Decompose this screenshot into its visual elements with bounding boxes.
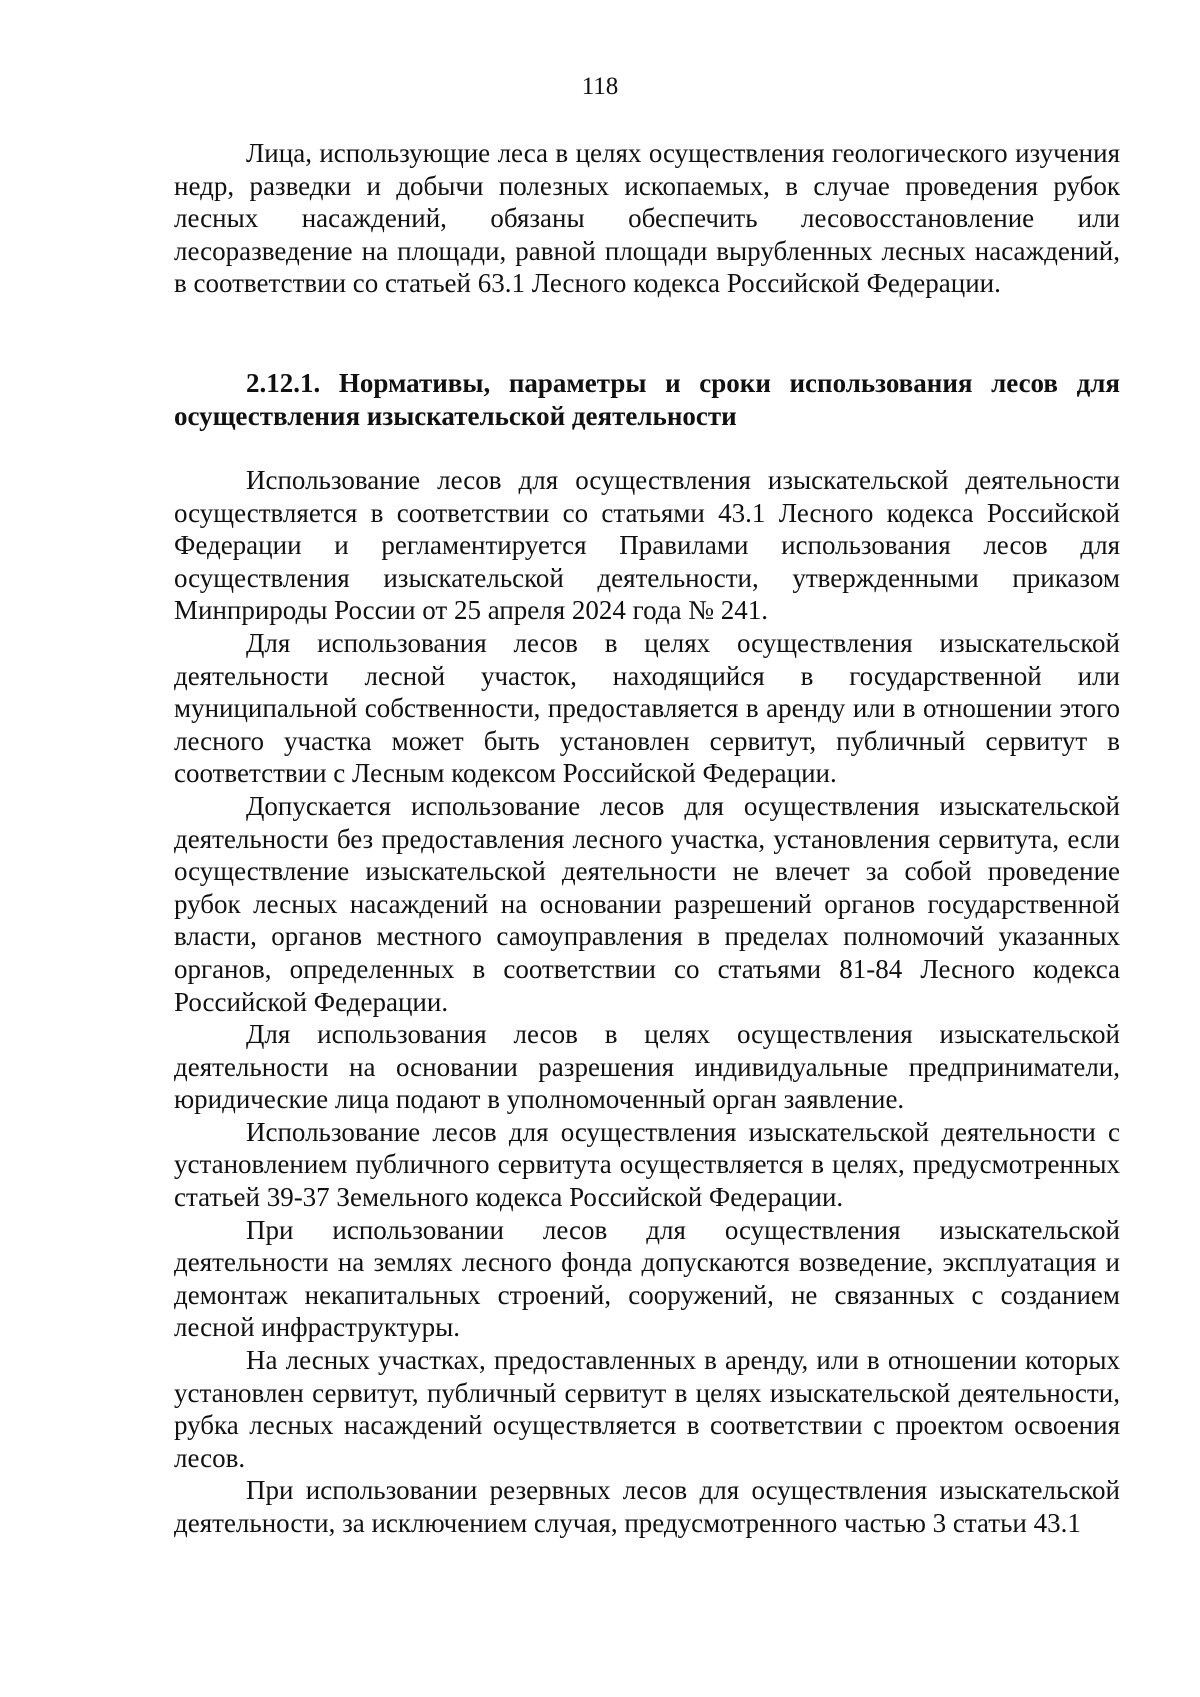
body-paragraph: Использование лесов для осуществления изыскательской деятельности с установлением публичного сервитута осуществляется в целях, предусмотренных статьей 39-37 Земельного кодекса Российской Федерации.: [174, 1116, 1120, 1213]
page-number: 118: [581, 73, 619, 100]
body-paragraph: На лесных участках, предоставленных в аренду, или в отношении которых установлен сервитут, публичный сервитут в целях изыскательской деятельности, рубка лесных насаждений осуществляется в соответствии с проектом освоения лесов.: [174, 1345, 1120, 1473]
body-paragraph: Для использования лесов в целях осуществления изыскательской деятельности на основании разрешения индивидуальные предприниматели, юридические лица подают в уполномоченный орган заявление.: [174, 1019, 1120, 1115]
body-paragraph: При использовании резервных лесов для осуществления изыскательской деятельности, за исключением случая, предусмотренного частью 3 статьи 43.1: [174, 1475, 1120, 1538]
body-paragraph: При использовании лесов для осуществления изыскательской деятельности на землях лесного фонда допускаются возведение, эксплуатация и демонтаж некапитальных строений, сооружений, не связанных с созданием лесной инфраструктуры.: [174, 1214, 1120, 1343]
body-paragraph: Допускается использование лесов для осуществления изыскательской деятельности без предоставления лесного участка, установления сервитута, если осуществление изыскательской деятельности не влечет за собой проведение рубок лесных насаждений на основании разрешений органов государственной власти, органов местного самоуправления в пределах полномочий указанных органов, определенных в соответствии со статьями 81-84 Лесного кодекса Российской Федерации.: [174, 790, 1120, 1017]
section-heading: 2.12.1. Нормативы, параметры и сроки использования лесов для осуществления изыскательской деятельности: [174, 368, 1120, 431]
body-paragraph: Использование лесов для осуществления изыскательской деятельности осуществляется в соответствии со статьями 43.1 Лесного кодекса Российской Федерации и регламентируется Правилами использования лесов для осуществления изыскательской деятельности, утвержденными приказом Минприроды России от 25 апреля 2024 года № 241.: [174, 465, 1120, 626]
body-text-block: [174, 464, 1120, 1540]
body-paragraph: Для использования лесов в целях осуществления изыскательской деятельности лесной участок, находящийся в государственной или муниципальной собственности, предоставляется в аренду или в отношении этого лесного участка может быть установлен сервитут, публичный сервитут в соответствии с Лесным кодексом Российской Федерации.: [174, 627, 1120, 789]
intro-text-block: [174, 137, 1120, 300]
intro-paragraph: Лица, использующие леса в целях осуществления геологического изучения недр, разведки и добычи полезных ископаемых, в случае проведения рубок лесных насаждений, обязаны обеспечить лесовосстановление или лесоразведение на площади, равной площади вырубленных лесных насаждений, в соответствии со статьей 63.1 Лесного кодекса Российской Федерации.: [174, 138, 1120, 299]
